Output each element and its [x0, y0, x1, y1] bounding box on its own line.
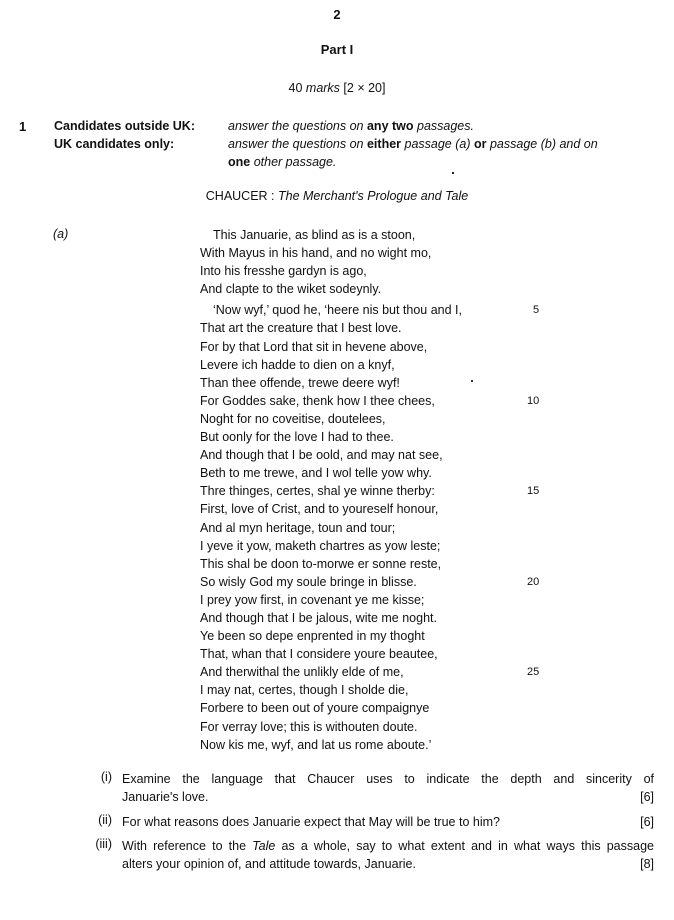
question-number: 1	[19, 119, 27, 134]
instr-seg: one	[228, 155, 251, 169]
poem-line	[200, 736, 560, 754]
instr-seg: answer the questions on	[228, 119, 367, 133]
poem-line	[200, 718, 560, 736]
line-seg: With reference to the	[122, 839, 253, 853]
instr-seg: answer the questions on	[228, 137, 367, 151]
poem-line-text: And though that I be oold, and may nat see,	[200, 448, 443, 463]
instruction-uk-continued	[228, 155, 336, 169]
poem-line-text: First, love of Crist, and to youreself honour,	[200, 502, 439, 517]
section-title	[0, 189, 674, 203]
line-number: 10	[527, 394, 540, 407]
poem-line	[200, 319, 560, 337]
line-number: 5	[533, 304, 540, 317]
tale-italic: Tale	[252, 839, 276, 853]
poem-line-text: Into his fresshe gardyn is ago,	[200, 264, 367, 279]
poem-line-text: Forbere to been out of youre compaignye	[200, 701, 430, 716]
poem-passage	[200, 226, 560, 754]
poem-line	[200, 374, 560, 392]
poem-line	[200, 410, 560, 428]
scan-artifact-dot	[452, 172, 454, 174]
poem-line-text: This Januarie, as blind as is a stoon,	[213, 228, 416, 242]
poem-line-text: So wisly God my soule bringe in blisse.	[200, 574, 417, 589]
poem-line	[200, 681, 560, 699]
subquestion-line: alters your opinion of, and attitude towards, Januarie.	[122, 857, 416, 871]
poem-line	[200, 338, 560, 356]
instr-seg: other passage.	[250, 155, 337, 169]
instr-seg: either	[366, 137, 402, 151]
subquestion-line: Examine the language that Chaucer uses to indicate the depth and sincerity of	[122, 772, 654, 786]
poem-line-text: And though that I be jalous, wite me noght.	[200, 610, 437, 625]
poem-line-text: Than thee offende, trewe deere wyf!	[200, 375, 400, 390]
subquestion-line: Januarie's love.	[122, 790, 209, 804]
section-work: The Merchant's Prologue and Tale	[278, 189, 469, 203]
subquestion-numeral: (iii)	[95, 837, 112, 851]
poem-line-text: I may nat, certes, though I sholde die,	[200, 683, 409, 698]
poem-line-text: But oonly for the love I had to thee.	[200, 430, 394, 445]
poem-line-text: With Mayus in his hand, and no wight mo,	[200, 246, 432, 261]
poem-line-text: I prey yow first, in covenant ye me kisse;	[200, 592, 425, 607]
scan-artifact-dot	[471, 380, 473, 382]
subquestion-text	[122, 813, 654, 831]
poem-line	[200, 699, 560, 717]
line-number: 20	[527, 575, 540, 588]
instruction-label-outside-uk: Candidates outside UK:	[54, 119, 195, 133]
marks-number: 40	[288, 81, 303, 95]
poem-line	[200, 301, 560, 319]
poem-line	[200, 446, 560, 464]
instruction-outside-uk	[228, 119, 474, 133]
line-number: 15	[527, 485, 540, 498]
poem-line-text: I yeve it yow, maketh chartres as yow leste;	[200, 538, 441, 553]
poem-line	[200, 500, 560, 518]
subquestion-marks: [6]	[640, 815, 654, 829]
poem-line	[200, 573, 560, 591]
poem-line-text: And al myn heritage, toun and tour;	[200, 520, 396, 535]
poem-line	[200, 392, 560, 410]
passage-label: (a)	[53, 227, 69, 241]
poem-line-text: For Goddes sake, thenk how I thee chees,	[200, 393, 435, 408]
poem-line	[200, 663, 560, 681]
page-number: 2	[333, 7, 341, 22]
instr-seg: passages.	[413, 119, 474, 133]
poem-line	[200, 609, 560, 627]
poem-line-text: For by that Lord that sit in hevene above,	[200, 339, 428, 354]
poem-line	[200, 226, 560, 244]
poem-line-text: This shal be doon to-morwe er sonne reste,	[200, 556, 442, 571]
poem-line	[200, 537, 560, 555]
subquestion-text	[122, 837, 654, 873]
poem-line	[200, 428, 560, 446]
poem-line-text: Ye been so depe enprented in my thoght	[200, 629, 425, 644]
poem-line-text: Noght for no coveitise, doutelees,	[200, 411, 386, 426]
section-author: CHAUCER :	[205, 189, 278, 203]
part-title: Part I	[320, 42, 354, 57]
poem-line	[200, 627, 560, 645]
poem-line-text: For verray love; this is withouten doute.	[200, 719, 418, 734]
marks-word: marks	[305, 81, 340, 95]
instruction-label-uk: UK candidates only:	[54, 137, 175, 151]
poem-line	[200, 645, 560, 663]
poem-line-text: And therwithal the unlikly elde of me,	[200, 665, 404, 680]
subquestion-line: For what reasons does Januarie expect that May will be true to him?	[122, 815, 500, 829]
poem-line-text: That, whan that I considere youre beautee,	[200, 647, 438, 662]
poem-line	[200, 591, 560, 609]
poem-line-text: Now kis me, wyf, and lat us rome aboute.’	[200, 737, 432, 752]
subquestion-numeral: (i)	[100, 770, 112, 784]
poem-line	[200, 464, 560, 482]
subquestion-line	[122, 837, 654, 855]
subquestion-marks: [8]	[640, 857, 654, 871]
poem-line	[200, 519, 560, 537]
poem-line	[200, 356, 560, 374]
poem-line-text: Beth to me trewe, and I wol telle yow why.	[200, 466, 432, 481]
poem-line-text: Thre thinges, certes, shal ye winne therby:	[200, 484, 435, 499]
poem-line-text: ‘Now wyf,’ quod he, ‘heere nis but thou and I,	[213, 303, 462, 318]
poem-line	[200, 262, 560, 280]
poem-line	[200, 555, 560, 573]
subquestion-text	[122, 770, 654, 806]
instr-seg: or	[474, 137, 487, 151]
instr-seg: passage (a)	[401, 137, 474, 151]
poem-line	[200, 280, 560, 298]
subquestion-numeral: (ii)	[98, 813, 112, 827]
line-number: 25	[527, 666, 540, 679]
poem-line	[200, 482, 560, 500]
line-seg: as a whole, say to what extent and in what ways this passage	[275, 839, 654, 853]
poem-line-text: Levere ich hadde to dien on a knyf,	[200, 357, 395, 372]
poem-line	[200, 244, 560, 262]
subquestion-marks: [6]	[640, 790, 654, 804]
instr-seg: passage (b) and on	[486, 137, 598, 151]
marks-breakdown: [2 × 20]	[343, 81, 386, 95]
poem-line-text: And clapte to the wiket sodeynly.	[200, 282, 382, 297]
poem-line-text: That art the creature that I best love.	[200, 321, 402, 336]
marks-allocation	[0, 81, 674, 95]
instr-seg: any two	[366, 119, 414, 133]
instruction-uk	[228, 137, 598, 151]
